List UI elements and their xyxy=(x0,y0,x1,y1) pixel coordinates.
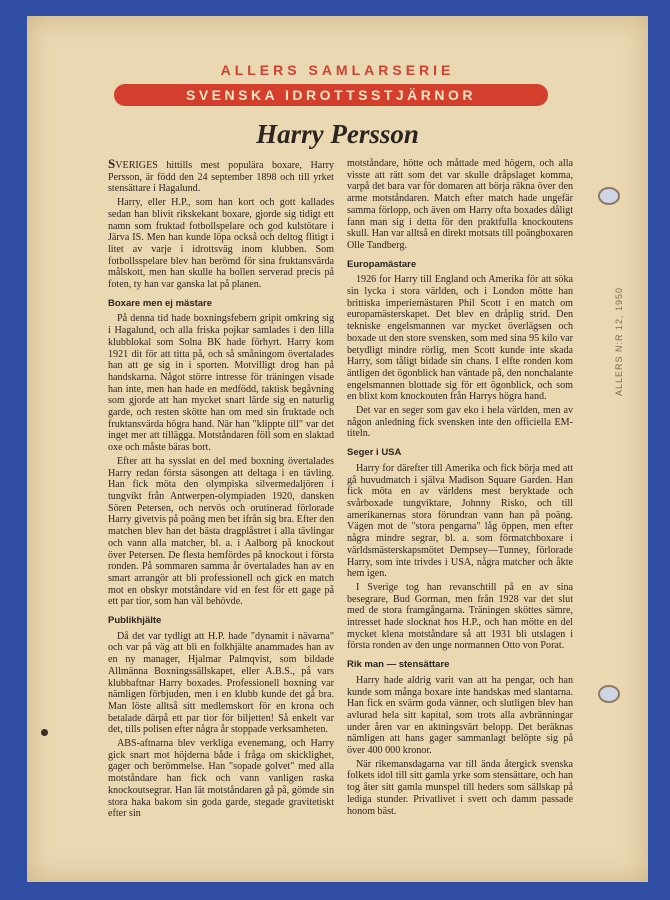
paragraph: Harry for därefter till Amerika och fick börja med att gå huvudmatch i själva Madison Square Garden. Han fick möta en av världens mest beryktade och svårboxade tungviktare, Johnny Risko, och till amerikanernas stora förundran vann han på poäng. Vägen mot de "stora pengarna" låg öppen, men efter några mindre segrar, bl. a. som förmatchboxare i världsmästerskapsmötet Dempsey—Tunney, förlorade Harry, som inte trivdes i USA, några matcher och åkte hem igen. xyxy=(347,462,573,580)
magazine-page xyxy=(27,16,648,882)
section-heading: Seger i USA xyxy=(347,447,402,459)
paragraph: 1926 for Harry till England och Amerika för att söka sin lycka i stora världen, och i London mötte han brittiska imperiemästaren Phil Scott i en match om europamästerskapet. Det blev en dråplig strid. Den tekniske engelsmannen var mycket överlägsen och boxade ut den store svensken, som med sina 95 kilo var betydligt mindre rörlig, men Scott kunde inte skada Harry, som tåligt bidade sin chans. I elfte ronden kom äntligen det ögonblick han väntade på, den nonchalante engelsmannen blottade sig för ett ögonblick, och som en blixt kom knockouten från Harrys högra hand. xyxy=(347,274,573,403)
article-title: Harry Persson xyxy=(256,119,419,149)
issue-margin-note: ALLERS N:R 12, 1950 xyxy=(614,286,624,396)
paragraph: Harry hade aldrig varit van att ha pengar, och han kunde som många boxare inte handskas med slantarna. Han fick en svärm goda vänner, och slutligen blev han avlurad hela sitt kapital, som trots alla avbränningar under åren var en aktningsvärt belopp. Det beräknas nämligen att hans gager sammanlagt belöpte sig på över 400 000 kronor. xyxy=(347,674,573,757)
paragraph-text: VERIGES hittills mest populära boxare, Harry Persson, är född den 24 september 1898 och till yrket stensättare i Hagalund. xyxy=(108,160,334,195)
series-heading: ALLERS SAMLARSERIE xyxy=(220,62,455,78)
section-heading: Publikhjälte xyxy=(108,615,162,627)
paragraph: Det var en seger som gav eko i hela världen, men av någon anledning fick svensken inte den officiella EM-titeln. xyxy=(347,405,573,440)
paragraph: På denna tid hade boxningsfebern gripit omkring sig i Hagalund, och alla friska pojkar samlades i den lilla klubblokal som Solna BK hade förhyrt. Harry kom 1921 dit för att titta på, och så småningom övertalades han att ge sig in i sporten. Motvilligt drog han på handskarna. Något större intresse för träningen visade han inte, men han hade en medfödd, taktisk begåvning som gjorde att han mycket snart lärde sig en naturlig garde, och resten skötte han om med sin fruktade och fruktansvärda högra hand. När han "klippte till" var det inget mer att tillägga. Motståndaren föll som en slaktad oxe och måste bäras bort. xyxy=(108,313,334,454)
article-column-right xyxy=(347,158,573,848)
paragraph: I Sverige tog han revanschtill på en av sina besegrare, Bud Gorman, men från 1928 var det slut med de stora framgångarna. Träningen sköttes sämre, intresset hade slocknat hos H.P., och han mötte en del mycket klena motståndare så att 1931 bli utslagen i första ronden av den unge normannen Otto von Porat. xyxy=(347,581,573,652)
article-column-left xyxy=(108,158,334,848)
section-heading: Rik man — stensättare xyxy=(347,659,450,671)
paragraph: ABS-aftnarna blev verkliga evenemang, och Harry gick snart mot höjderna både i fråga om skicklighet, gager och berömmelse. Han "sopade golvet" med alla motståndare han fick och vann vanligen raska knockoutsegrar. Han lät motståndaren gå på, gömde sin stora haka bakom sin goda garde, stegade gravitetiskt efter sin xyxy=(108,738,334,820)
binder-hole xyxy=(598,685,620,703)
paragraph: Efter att ha sysslat en del med boxning övertalades Harry redan första säsongen att deltaga i en tävling. Han fick möta den olympiska silvermedaljören i tungvikt från Antwerpen-olympiaden 1920, dansken Sören Petersen, och nervös och orutinerad förlorade Harry givetvis på poäng men bet ifrån sig bra. Efter den matchen blev han det bästa dragplåstret i alla tävlingar och vann alla matcher, bl. a. i Aalborg på knockout över Petersen. De flesta hemfördes på knockout i första ronden. På sommaren samma år övertalades han av en smart arrangör att bli professionell och gick en match mot en obskyr motståndare vid en fest för ett gage på ett par tior, som han väl behövde. xyxy=(108,455,334,608)
section-heading: Europamästare xyxy=(347,258,417,270)
series-banner: SVENSKA IDROTTSSTJÄRNOR xyxy=(114,84,548,106)
paragraph: motståndare, hötte och måttade med högern, och alla visste att rätt som det var skulle dråpslaget komma, varpå det bara var för domaren att börja räkna över den arme motståndaren. Match efter match hade ungefär samma förlopp, och även om Harry ofta boxades dåligt fann man sig i detta för den praktfulla knockoutens skull. Han var alltså en direkt motsats till poängboxaren Olle Tandberg. xyxy=(347,158,573,251)
ink-spot xyxy=(41,729,48,736)
paragraph: När rikemansdagarna var till ända återgick svenska folkets idol till sitt gamla yrke som stensättare, och han tog åter sitt gamla munspel till heders som sällskap på lediga stunder. Privatlivet i svett och damm passade honom bäst. xyxy=(347,758,573,817)
drop-cap: S xyxy=(108,158,116,171)
paragraph xyxy=(108,158,334,195)
binder-hole xyxy=(598,187,620,205)
paragraph: Då det var tydligt att H.P. hade "dynamit i nävarna" och var på väg att bli en folkhjälte anammades han av en ny manager, Hjalmar Palmqvist, som bildade Allmänna Boxningssällskapet, eller A.B.S., på vars klubbaftnar Harry boxades. Professionell boxning var nämligen förbjuden, men i en klubb kunde det gå bra. Man löste alltså sitt medlemskort för en krona och betalade därpå ett par tior för biljetten! Så enkelt var det, tills polisen efter några år stoppade verksamheten. xyxy=(108,630,334,736)
section-heading: Boxare men ej mästare xyxy=(108,297,213,309)
paragraph: Harry, eller H.P., som han kort och gott kallades sedan han blivit rikskekant boxare, gjorde sig tidigt ett namn som fruktad fotbollspelare och god kulstötare i Järva IS. Men han kunde löpa också och deltog flitigt i litet av varje i idrottsväg inom klubben. Som fotbollsspelare blev han berömd för sina fruktansvärda målskott, men han skulle ha bollen serverad precis på foten, ty han var ganska lat på planen. xyxy=(108,197,334,291)
